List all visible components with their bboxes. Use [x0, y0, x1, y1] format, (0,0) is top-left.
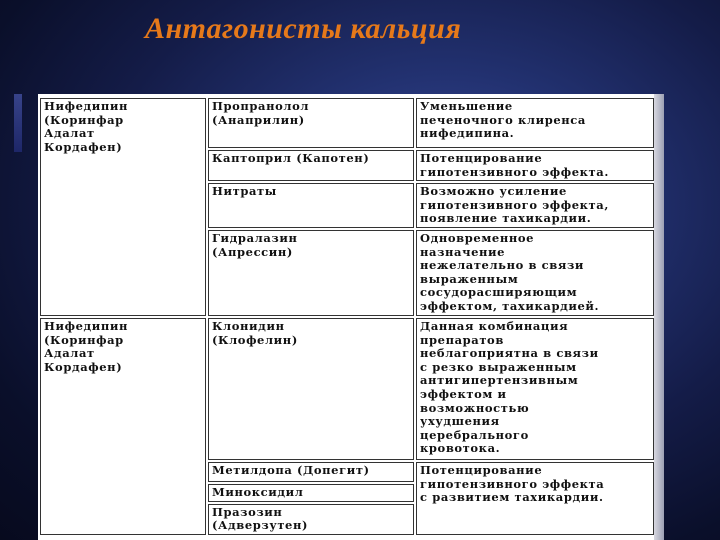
drug-group-cell: Нифедипин (Коринфар Адалат Кордафен) [40, 318, 206, 535]
interacting-drug-cell: Нитраты [208, 183, 414, 228]
interacting-drug-cell: Клонидин (Клофелин) [208, 318, 414, 460]
decorative-strip [654, 94, 664, 540]
table-row [40, 98, 654, 148]
interacting-drug-cell: Каптоприл (Капотен) [208, 150, 414, 181]
drug-interaction-table [38, 96, 656, 537]
table-panel [38, 94, 664, 540]
effect-cell: Одновременное назначение нежелательно в связи выраженным сосудорасширяющим эффектом, тахикардией. [416, 230, 654, 316]
interacting-drug-cell: Гидралазин (Апрессин) [208, 230, 414, 316]
drug-group-cell: Нифедипин (Коринфар Адалат Кордафен) [40, 98, 206, 316]
table-row [40, 318, 654, 460]
interacting-drug-cell: Миноксидил [208, 484, 414, 502]
effect-cell: Возможно усиление гипотензивного эффекта, появление тахикардии. [416, 183, 654, 228]
interacting-drug-cell: Метилдопа (Допегит) [208, 462, 414, 482]
effect-cell: Уменьшение печеночного клиренса нифедипина. [416, 98, 654, 148]
slide-title: Антагонисты кальция [145, 12, 462, 45]
effect-cell: Потенцирование гипотензивного эффекта с развитием тахикардии. [416, 462, 654, 535]
effect-cell: Данная комбинация препаратов неблагоприятна в связи с резко выраженным антигипертензивным эффектом и возможностью ухудшения церебрального кровотока. [416, 318, 654, 460]
interacting-drug-cell: Празозин (Адверзутен) [208, 504, 414, 535]
effect-cell: Потенцирование гипотензивного эффекта. [416, 150, 654, 181]
interacting-drug-cell: Пропранолол (Анаприлин) [208, 98, 414, 148]
decorative-bar [14, 94, 22, 152]
